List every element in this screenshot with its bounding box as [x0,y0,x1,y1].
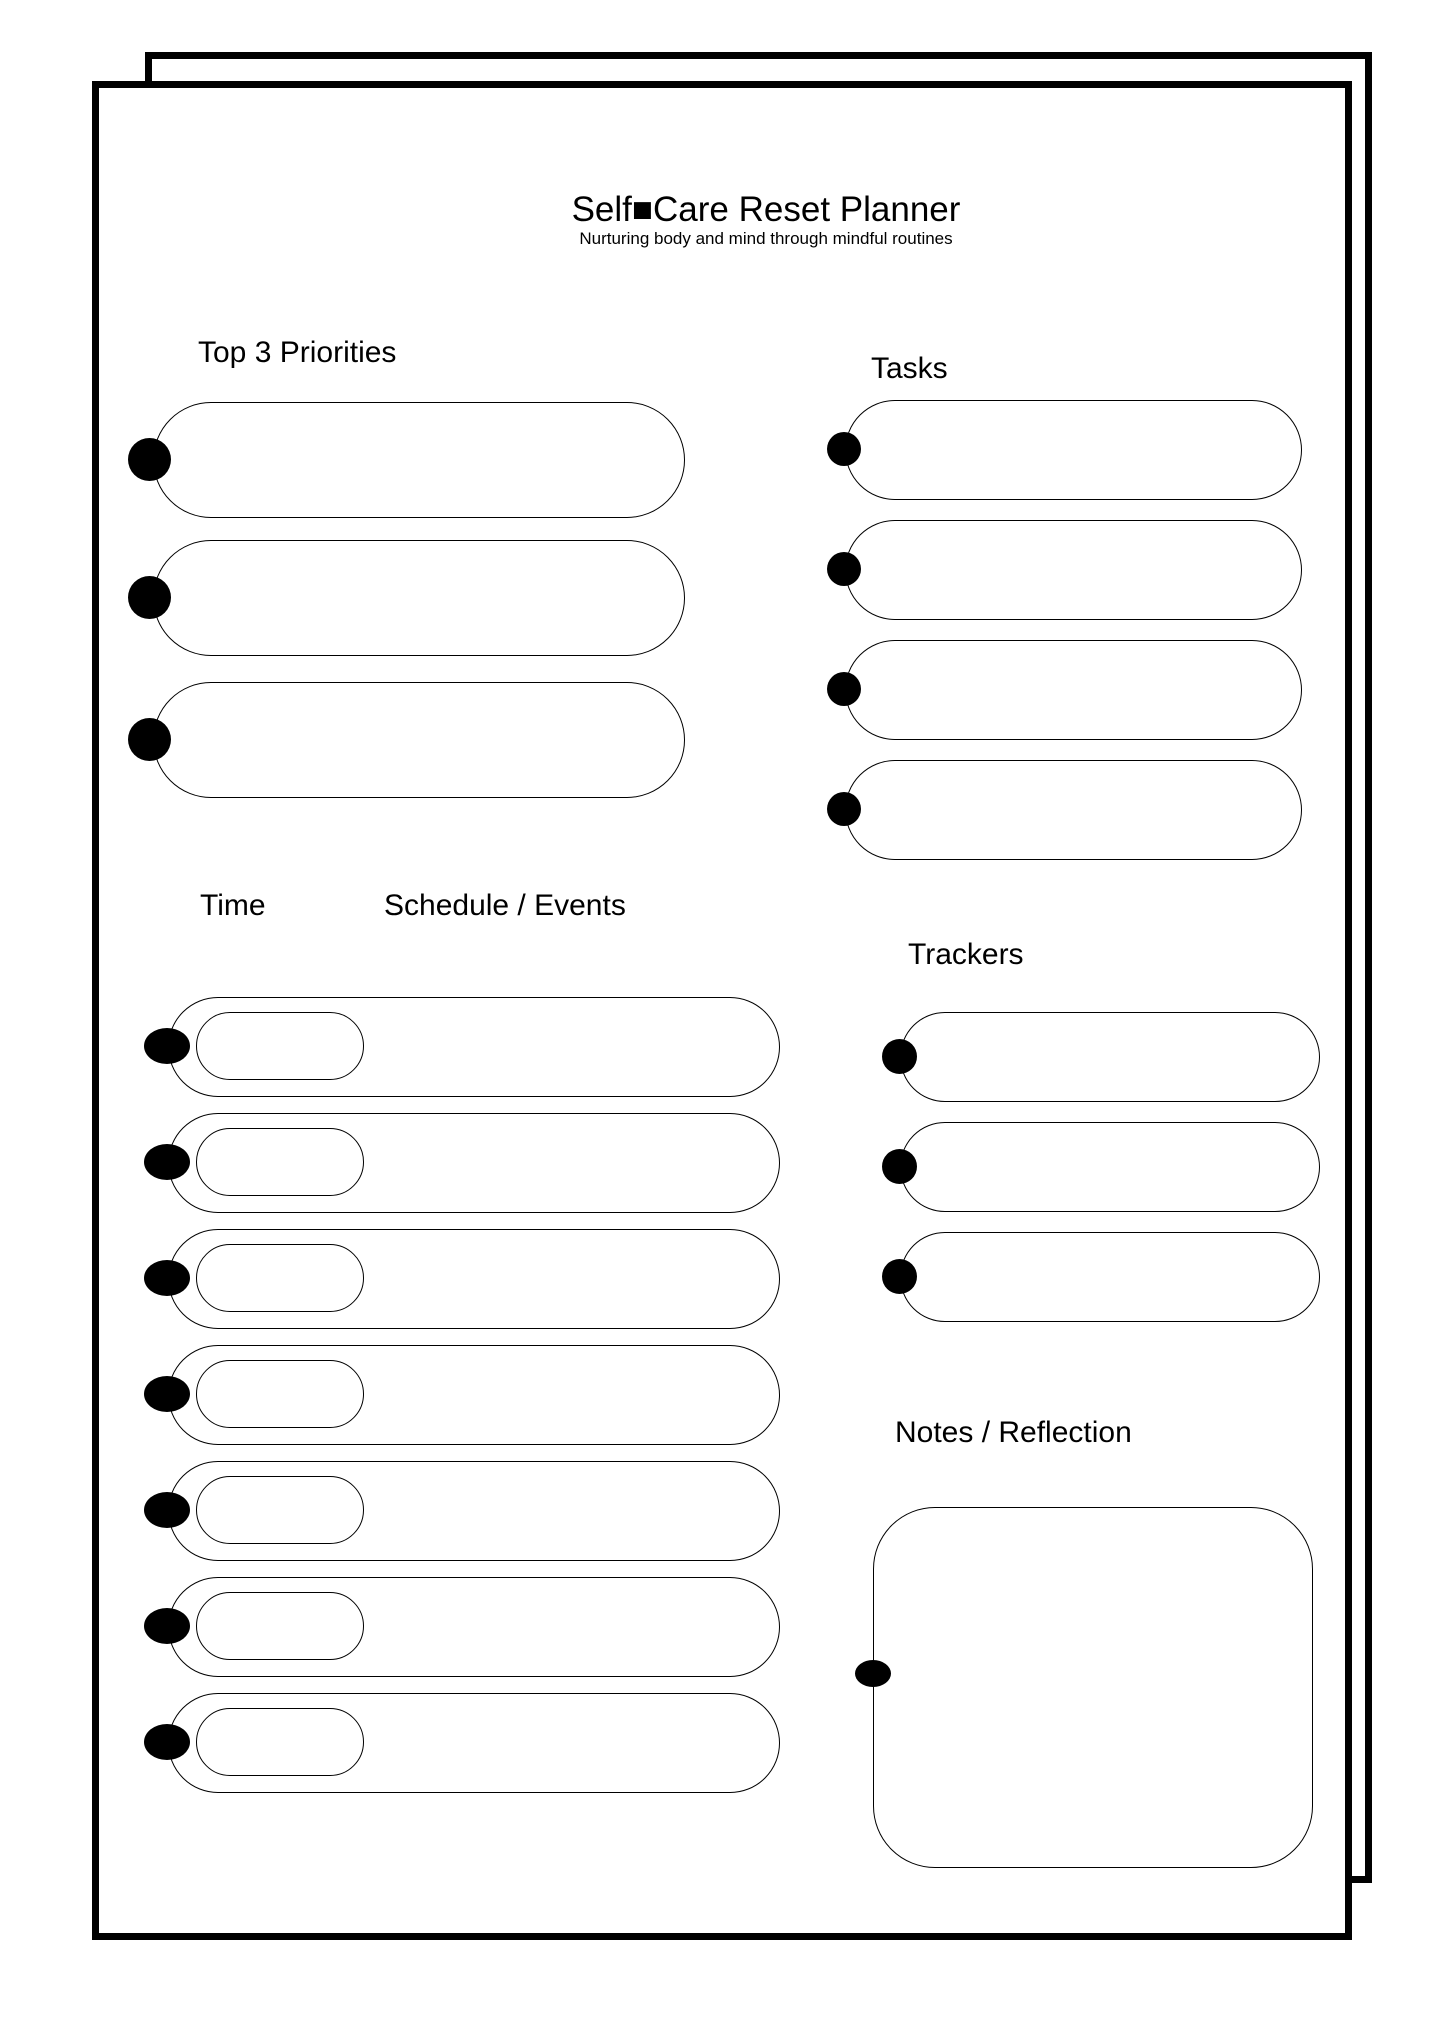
bullet-dot-icon [144,1376,190,1412]
bullet-dot-icon [144,1028,190,1064]
time-column-heading: Time [200,889,266,922]
bullet-dot-icon [144,1260,190,1296]
schedule-event-field[interactable] [168,1229,780,1329]
bullet-dot-icon [144,1144,190,1180]
schedule-event-field[interactable] [168,997,780,1097]
bullet-dot-icon [882,1039,917,1074]
priority-field[interactable] [153,682,685,798]
trackers-heading: Trackers [908,938,1024,971]
bullet-dot-icon [882,1259,917,1294]
bullet-dot-icon [882,1149,917,1184]
tracker-field[interactable] [900,1232,1320,1322]
schedule-event-field[interactable] [168,1693,780,1793]
bullet-dot-icon [144,1608,190,1644]
task-field[interactable] [845,520,1302,620]
bullet-dot-icon [128,718,171,761]
schedule-event-field[interactable] [168,1113,780,1213]
bullet-dot-icon [128,576,171,619]
task-field[interactable] [845,640,1302,740]
tracker-field[interactable] [900,1122,1320,1212]
time-field[interactable] [196,1360,364,1428]
tasks-heading: Tasks [871,352,948,385]
priority-field[interactable] [153,540,685,656]
bullet-dot-icon [128,438,171,481]
time-field[interactable] [196,1244,364,1312]
page-title: Self■Care Reset Planner [571,190,961,229]
task-field[interactable] [845,760,1302,860]
bullet-dot-icon [144,1492,190,1528]
time-field[interactable] [196,1592,364,1660]
bullet-dot-icon [855,1660,891,1687]
schedule-event-field[interactable] [168,1577,780,1677]
bullet-dot-icon [827,792,861,826]
schedule-events-heading: Schedule / Events [384,889,626,922]
notes-reflection-heading: Notes / Reflection [895,1416,1132,1449]
bullet-dot-icon [144,1724,190,1760]
task-field[interactable] [845,400,1302,500]
time-field[interactable] [196,1476,364,1544]
time-field[interactable] [196,1012,364,1080]
bullet-dot-icon [827,672,861,706]
priorities-heading: Top 3 Priorities [198,336,397,369]
tracker-field[interactable] [900,1012,1320,1102]
bullet-dot-icon [827,552,861,586]
priority-field[interactable] [153,402,685,518]
time-field[interactable] [196,1128,364,1196]
schedule-event-field[interactable] [168,1461,780,1561]
time-field[interactable] [196,1708,364,1776]
page-subtitle: Nurturing body and mind through mindful routines [579,229,953,248]
schedule-event-field[interactable] [168,1345,780,1445]
notes-field[interactable] [873,1507,1313,1868]
bullet-dot-icon [827,432,861,466]
